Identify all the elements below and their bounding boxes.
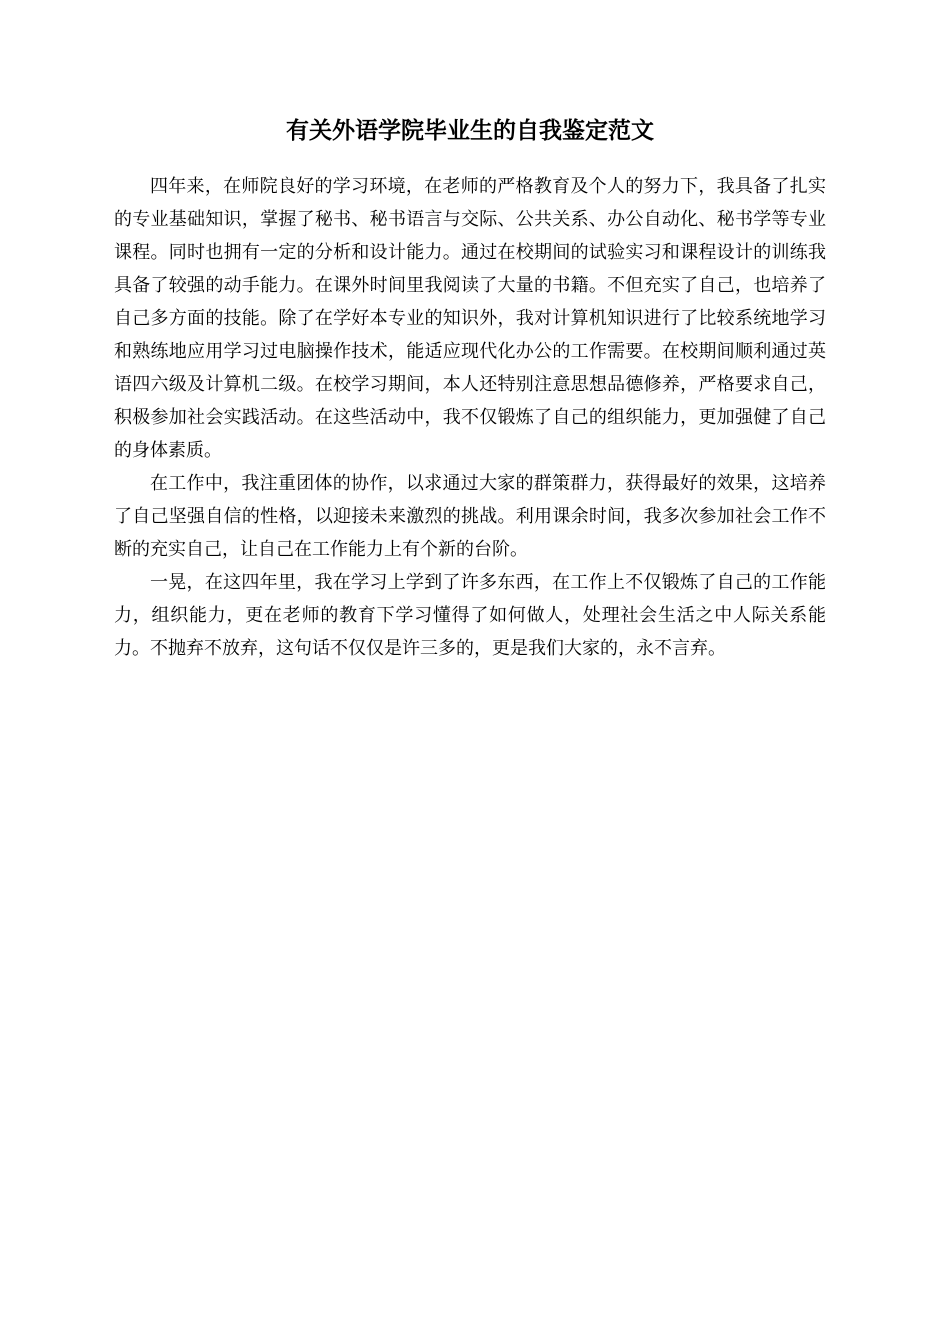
document-title: 有关外语学院毕业生的自我鉴定范文	[286, 118, 654, 144]
paragraph-summary: 一晃，在这四年里，我在学习上学到了许多东西，在工作上不仅锻炼了自己的工作能力，组织能力，更在老师的教育下学习懂得了如何做人，处理社会生活之中人际关系能力。不抛弃不放弃，这句话不仅仅是许三多的，更是我们大家的，永不言弃。	[114, 572, 826, 659]
paragraph-study: 四年来，在师院良好的学习环境，在老师的严格教育及个人的努力下，我具备了扎实的专业基础知识，掌握了秘书、秘书语言与交际、公共关系、办公自动化、秘书学等专业课程。同时也拥有一定的分析和设计能力。通过在校期间的试验实习和课程设计的训练我具备了较强的动手能力。在课外时间里我阅读了大量的书籍。不但充实了自己，也培养了自己多方面的技能。除了在学好本专业的知识外，我对计算机知识进行了比较系统地学习和熟练地应用学习过电脑操作技术，能适应现代化办公的工作需要。在校期间顺利通过英语四六级及计算机二级。在校学习期间，本人还特别注意思想品德修养，严格要求自己，积极参加社会实践活动。在这些活动中，我不仅锻炼了自己的组织能力，更加强健了自己的身体素质。	[114, 176, 826, 461]
document-body	[114, 170, 826, 665]
paragraph-work: 在工作中，我注重团体的协作，以求通过大家的群策群力，获得最好的效果，这培养了自己坚强自信的性格，以迎接未来激烈的挑战。利用课余时间，我多次参加社会工作不断的充实自己，让自己在工作能力上有个新的台阶。	[114, 473, 826, 560]
